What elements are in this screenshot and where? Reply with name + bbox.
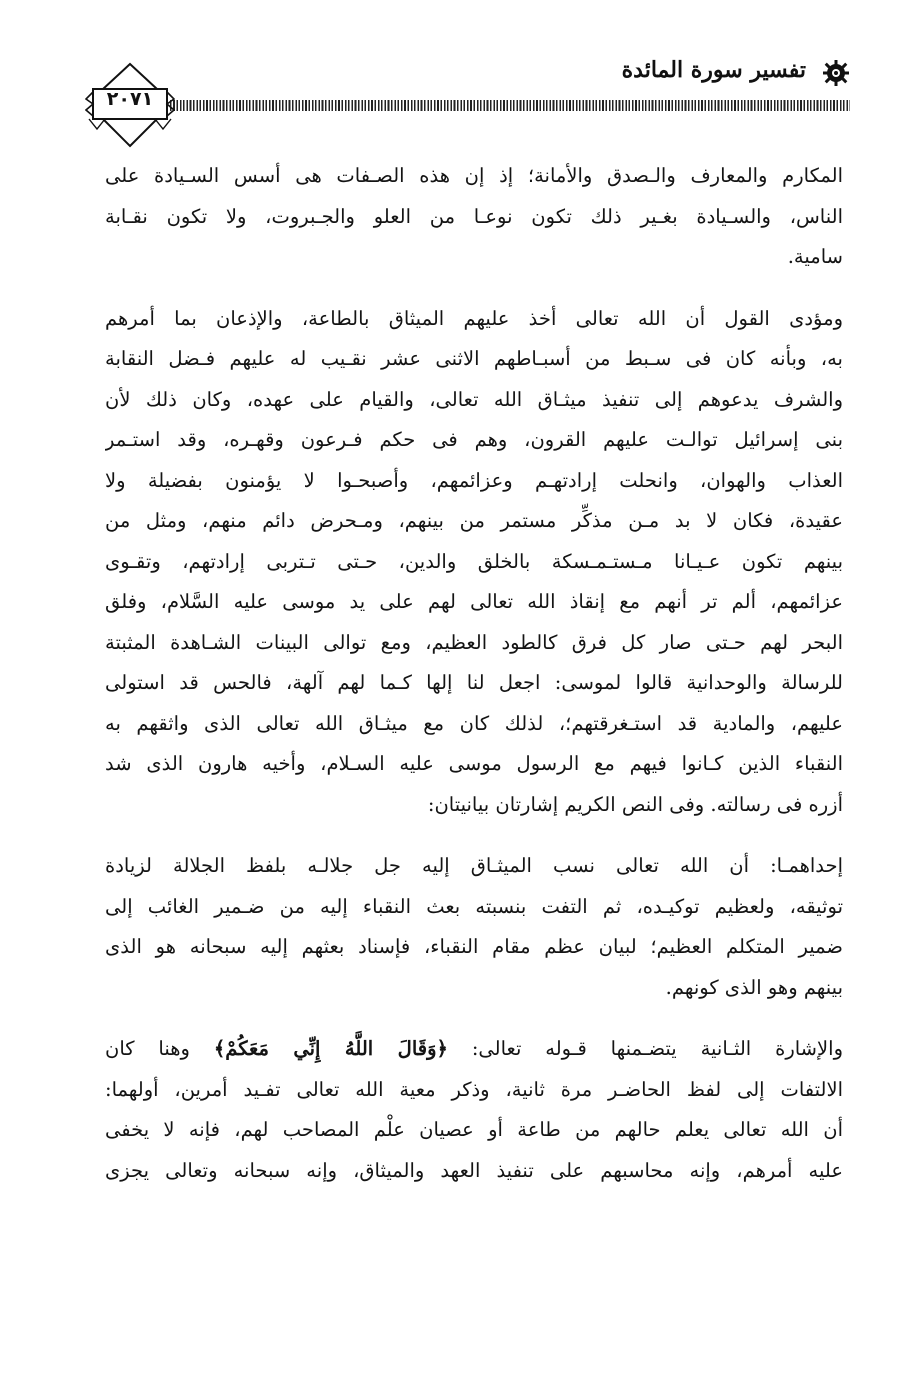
- text-line: عليه أمرهم، وإنه محاسبهم على تنفيذ العهد والميثاق، وإنه سبحانه وتعالى يجزى: [105, 1158, 843, 1182]
- text-line: توثيقه، ولعظيم توكيـده، ثم التفت بنسبته بعث النقباء إليه من ضـمير الغائب إلى: [105, 894, 843, 918]
- text-line: النقباء الذين كـانوا فيهم مع الرسول موسى عليه السـلام، وأخيه هارون الذى شد: [105, 752, 843, 775]
- text-line: [105, 1029, 843, 1070]
- text-line: بينهم وهو الذى كونهم.: [665, 975, 843, 999]
- text-line: إحداهمـا: أن الله تعالى نسب الميثـاق إليه جل جلالـه بلفظ الجلالة لزيادة: [105, 854, 843, 877]
- text-line: أن الله تعالى يعلم حالهم من طاعة أو عصيان علْم المصاحب لهم، فإنه لا يخفى: [105, 1118, 843, 1141]
- quran-verse: ﴿وَقَالَ اللَّهُ إِنِّي مَعَكُمْ﴾: [213, 1037, 448, 1060]
- header-rule: [160, 100, 850, 111]
- flower-ornament-icon: [823, 60, 849, 86]
- text-line: أزره فى رسالته. وفى النص الكريم إشارتان بيانيتان:: [427, 792, 843, 816]
- text-line: والشرف يدعوهم إلى تنفيذ ميثـاق الله تعالى، والقيام على عهده، وكان ذلك لأن: [105, 387, 843, 411]
- text-line: الناس، والسـيادة بغـير ذلك تكون نوعـا من العلو والجـبروت، ولا تكون نقـابة: [105, 204, 843, 228]
- text-line: عزائمهم، ألم تر أنهم مع إنقاذ الله تعالى لهم على يد موسى عليه السَّلام، وفلق: [105, 590, 843, 613]
- text-line: العذاب والهوان، وانحلت إرادتهـم وعزائمهم، وأصبحـوا لا يؤمنون بفضيلة ولا: [105, 468, 843, 492]
- text-line: عقيدة، فكان لا بد مـن مذكِّر مستمر من بينهم، ومـحرض دائم منهم، ومثل من: [105, 509, 843, 532]
- verse-intro: والإشارة الثـانية يتضـمنها قـوله تعالى:: [471, 1037, 843, 1060]
- paragraph-1: [105, 156, 843, 278]
- text-line: البحر لهم حـتى صار كل فرق كالطود العظيم، ومع توالى البينات الشـاهدة المثبتة: [105, 630, 843, 654]
- paragraph-4: [105, 1029, 843, 1191]
- page-body: [105, 156, 843, 1191]
- text-line: ومؤدى القول أن الله تعالى أخذ عليهم الميثاق بالطاعة، والإذعان بما أمرهم: [105, 306, 843, 330]
- paragraph-3: [105, 846, 843, 1008]
- text-line: الالتفات إلى لفظ الحاضـر مرة ثانية، وذكر معية الله تعالى تفـيد أمرين، أولهما:: [105, 1077, 843, 1101]
- text-line: المكارم والمعارف والـصدق والأمانة؛ إذ إن هذه الصـفات هى أسس السـيادة على: [105, 164, 843, 187]
- text-line: ضمير المتكلم العظيم؛ لبيان عظم مقام النقباء، فإسناد بعثهم إليه سبحانه هو الذى: [105, 935, 843, 958]
- text-line: بنى إسرائيل توالـت عليهم القرون، وهم فى حكم فـرعون وقهـره، وقد استـمر: [105, 428, 843, 451]
- text-line: سامية.: [787, 245, 843, 268]
- text-line: بينهم تكون عـيـانا مـستـمـسكة بالخلق والدين، حـتى تـتربى إرادتهم، وتقـوى: [105, 549, 843, 573]
- text-line: به، وبأنه كان فى سـبط من أسبـاطهم الاثنى عشر نقـيب له عليهم فـضل النقابة: [105, 347, 843, 370]
- page-number: ٢٠٧١: [106, 88, 154, 110]
- verse-outro: وهنا كان: [105, 1037, 190, 1060]
- page-header: [0, 0, 921, 150]
- paragraph-2: [105, 299, 843, 826]
- text-line: عليهم، والمادية قد استـغرقتهم؛، لذلك كان مع ميثـاق الله تعالى الذى واثقهم به: [105, 711, 843, 735]
- text-line: للرسالة والوحدانية قالوا لموسى: اجعل لنا إلها كـما لهم آلهة، فالحس قد استولى: [105, 671, 843, 694]
- running-title: تفسير سورة المائدة: [621, 57, 806, 83]
